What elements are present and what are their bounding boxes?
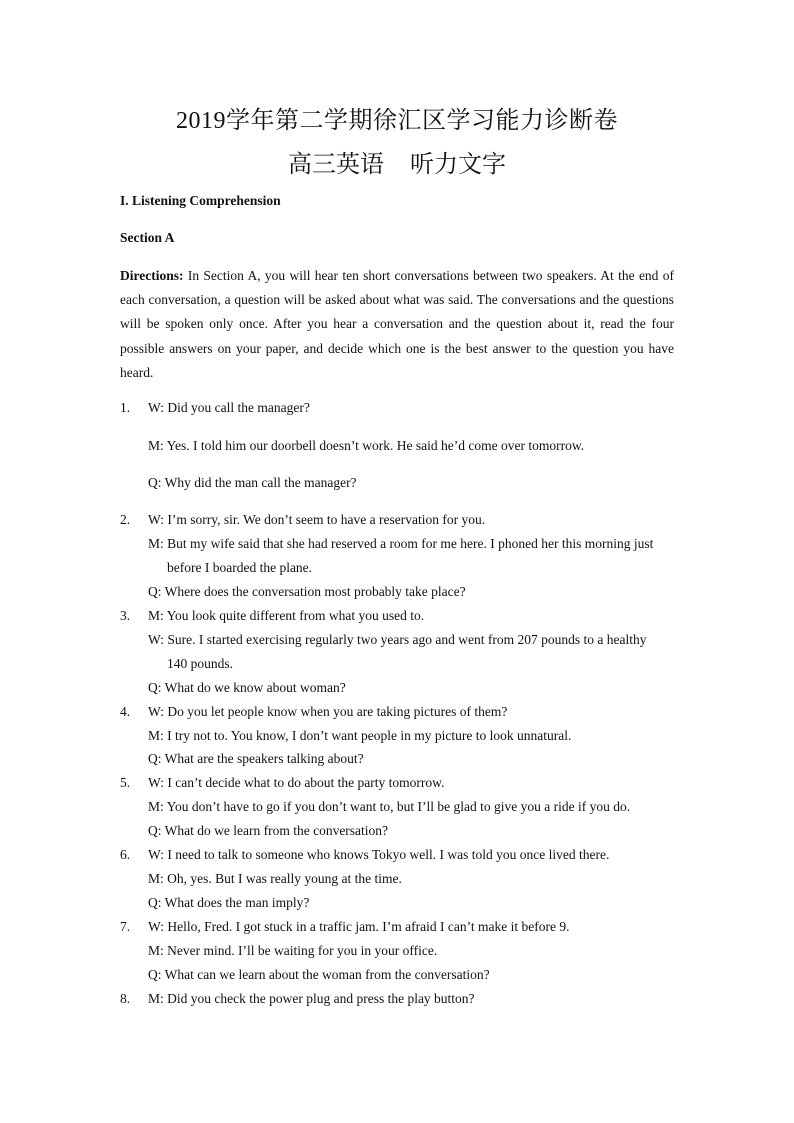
item-number: 1.	[120, 400, 131, 415]
dialogue-line: M: But my wife said that she had reserved a room for me here. I phoned her this morning just	[148, 536, 654, 551]
dialogue-line: W: Hello, Fred. I got stuck in a traffic jam. I’m afraid I can’t make it before 9.	[148, 919, 570, 934]
question-line: Q: Where does the conversation most probably take place?	[148, 584, 466, 599]
question-line: Q: What do we know about woman?	[148, 680, 346, 695]
dialogue-line: W: Sure. I started exercising regularly two years ago and went from 207 pounds to a healthy	[148, 632, 647, 647]
question-line: Q: Why did the man call the manager?	[148, 475, 357, 490]
question-line: Q: What does the man imply?	[148, 895, 310, 910]
directions-label: Directions:	[120, 268, 184, 283]
part-heading: I. Listening Comprehension	[120, 193, 281, 208]
dialogue-line: W: Did you call the manager?	[148, 400, 310, 415]
dialogue-line: M: Yes. I told him our doorbell doesn’t work. He said he’d come over tomorrow.	[148, 438, 585, 453]
item-number: 5.	[120, 775, 131, 790]
dialogue-line: W: Do you let people know when you are taking pictures of them?	[148, 704, 508, 719]
item-number: 7.	[120, 919, 131, 934]
subtitle-part1: 高三英语	[288, 152, 384, 178]
dialogue-line: M: Never mind. I’ll be waiting for you in your office.	[148, 943, 438, 958]
directions-text: In Section A, you will hear ten short conversations between two speakers. At the end of each conversation, a question will be asked about what was said. The conversations and the questions will be spoken only once. After you hear a conversation and the question about it, read the four possible answers on your paper, and decide which one is the best answer to the question you have heard.	[120, 268, 674, 380]
item-number: 6.	[120, 847, 131, 862]
dialogue-continuation: before I boarded the plane.	[167, 560, 313, 575]
dialogue-line: W: I’m sorry, sir. We don’t seem to have a reservation for you.	[148, 512, 486, 527]
question-line: Q: What do we learn from the conversation?	[148, 823, 389, 838]
page-subtitle	[0, 144, 794, 179]
directions-paragraph	[120, 264, 674, 385]
item-number: 3.	[120, 608, 131, 623]
dialogue-continuation: 140 pounds.	[167, 656, 234, 671]
item-number: 8.	[120, 991, 131, 1006]
dialogue-line: W: I can’t decide what to do about the party tomorrow.	[148, 775, 445, 790]
dialogue-line: W: I need to talk to someone who knows Tokyo well. I was told you once lived there.	[148, 847, 610, 862]
item-number: 4.	[120, 704, 131, 719]
dialogue-line: M: I try not to. You know, I don’t want people in my picture to look unnatural.	[148, 728, 572, 743]
dialogue-line: M: You don’t have to go if you don’t want to, but I’ll be glad to give you a ride if you do.	[148, 799, 631, 814]
subtitle-part2: 听力文字	[410, 152, 506, 178]
question-line: Q: What can we learn about the woman from the conversation?	[148, 967, 490, 982]
item-number: 2.	[120, 512, 131, 527]
dialogue-line: M: Did you check the power plug and press the play button?	[148, 991, 475, 1006]
dialogue-line: M: Oh, yes. But I was really young at the time.	[148, 871, 402, 886]
dialogue-line: M: You look quite different from what you used to.	[148, 608, 425, 623]
page-title: 2019学年第二学期徐汇区学习能力诊断卷	[176, 108, 618, 134]
section-heading: Section A	[120, 230, 175, 245]
question-line: Q: What are the speakers talking about?	[148, 751, 364, 766]
